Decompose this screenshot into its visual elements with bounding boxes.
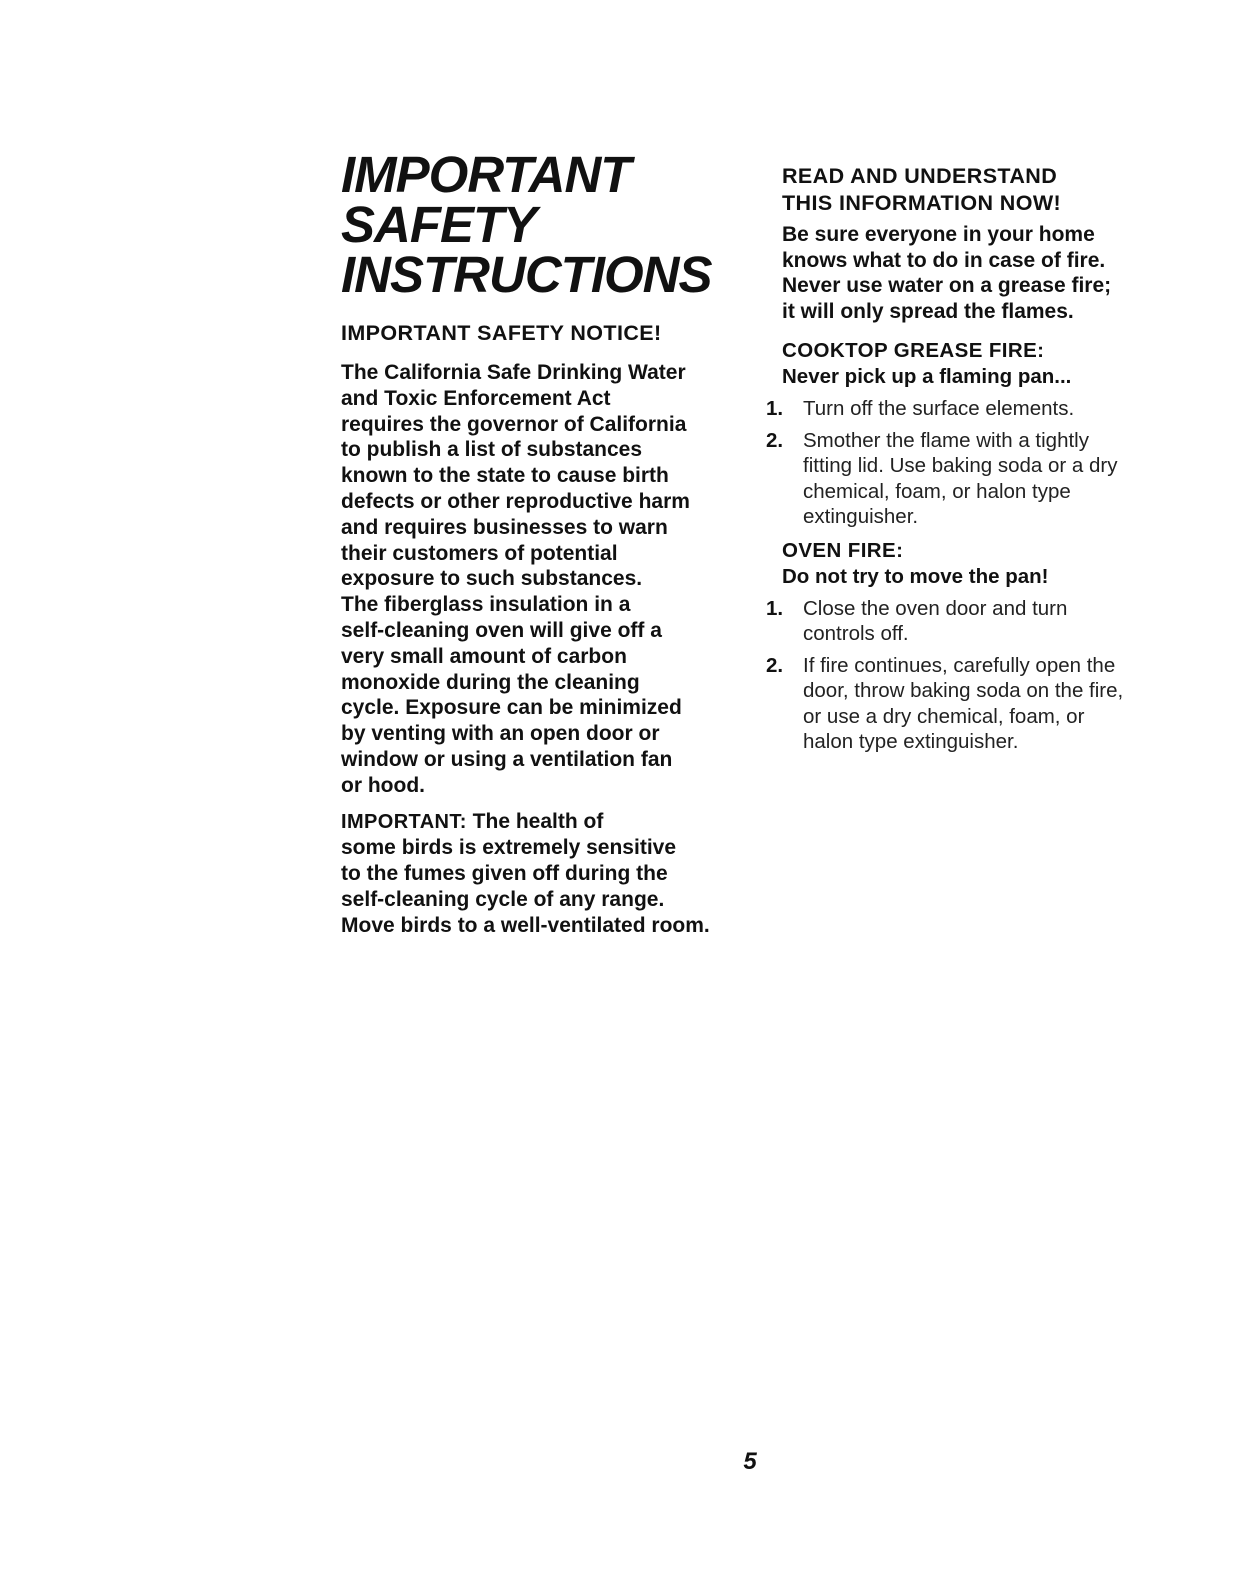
notice-line: by venting with an open door or (341, 722, 660, 746)
list-item (766, 596, 1182, 647)
step-text: door, throw baking soda on the fire, (803, 679, 1124, 702)
step-number: 2. (766, 653, 784, 677)
notice-line: cycle. Exposure can be minimized (341, 696, 682, 720)
notice-line: requires the governor of California (341, 412, 687, 436)
notice-line: The California Safe Drinking Water (341, 361, 686, 384)
step-text: halon type extinguisher. (803, 730, 1019, 753)
step-number: 1. (766, 397, 784, 420)
step-text: If fire continues, carefully open the (803, 653, 1116, 677)
cooktop-steps (766, 396, 1182, 530)
important-line: some birds is extremely sensitive (341, 836, 677, 860)
cooktop-subheading: Never pick up a flaming pan... (782, 365, 1072, 388)
intro-line: it will only spread the flames. (782, 299, 1074, 323)
step-number: 2. (766, 428, 784, 452)
list-item (766, 653, 1182, 755)
heading-line-1: READ AND UNDERSTAND (782, 164, 1058, 188)
step-text: Turn off the surface elements. (803, 397, 1075, 420)
read-understand-heading (782, 163, 1182, 217)
important-first-line: The health of (466, 809, 604, 833)
important-line: self-cleaning cycle of any range. (341, 887, 665, 911)
intro-line: Never use water on a grease fire; (782, 274, 1112, 297)
step-text: Smother the flame with a tightly (803, 428, 1089, 452)
step-number: 1. (766, 596, 784, 620)
step-text: controls off. (803, 622, 909, 645)
important-line: to the fumes given off during the (341, 862, 668, 886)
oven-subheading: Do not try to move the pan! (782, 564, 1049, 588)
notice-line: or hood. (341, 773, 425, 797)
notice-line: and requires businesses to warn (341, 515, 668, 539)
right-column (766, 163, 1182, 761)
intro-line: Be sure everyone in your home (782, 223, 1095, 246)
title-line-1: IMPORTANT SAFETY (341, 146, 631, 253)
important-label: IMPORTANT: (341, 810, 467, 833)
notice-line: defects or other reproductive harm (341, 489, 690, 513)
notice-line: very small amount of carbon (341, 644, 627, 668)
list-item (766, 396, 1182, 422)
notice-line: and Toxic Enforcement Act (341, 386, 611, 410)
fire-intro (782, 222, 1182, 324)
heading-line-2: THIS INFORMATION NOW! (782, 191, 1062, 215)
step-text: fitting lid. Use baking soda or a dry (803, 454, 1118, 477)
notice-line: The fiberglass insulation in a (341, 593, 631, 617)
step-text: extinguisher. (803, 505, 919, 528)
notice-line: monoxide during the cleaning (341, 670, 640, 694)
cooktop-heading: COOKTOP GREASE FIRE: (782, 339, 1045, 362)
important-line: Move birds to a well-ventilated room. (341, 913, 710, 937)
step-text: chemical, foam, or halon type (803, 479, 1071, 503)
notice-line: their customers of potential (341, 541, 618, 565)
notice-body (341, 360, 741, 799)
notice-line: known to the state to cause birth (341, 464, 669, 488)
list-item (766, 428, 1182, 530)
page-number: 5 (743, 1448, 757, 1475)
step-text: Close the oven door and turn (803, 596, 1068, 620)
left-column (341, 146, 741, 939)
notice-line: to publish a list of substances (341, 438, 643, 462)
notice-heading: IMPORTANT SAFETY NOTICE! (341, 321, 662, 345)
notice-line: self-cleaning oven will give off a (341, 618, 662, 642)
notice-line: exposure to such substances. (341, 567, 643, 591)
oven-steps (766, 596, 1182, 755)
oven-heading: OVEN FIRE: (782, 538, 904, 562)
step-text: or use a dry chemical, foam, or (803, 704, 1085, 728)
title-line-2: INSTRUCTIONS (341, 246, 712, 303)
page-title (341, 146, 741, 303)
intro-line: knows what to do in case of fire. (782, 248, 1106, 272)
notice-line: window or using a ventilation fan (341, 747, 673, 771)
important-paragraph (341, 809, 741, 939)
